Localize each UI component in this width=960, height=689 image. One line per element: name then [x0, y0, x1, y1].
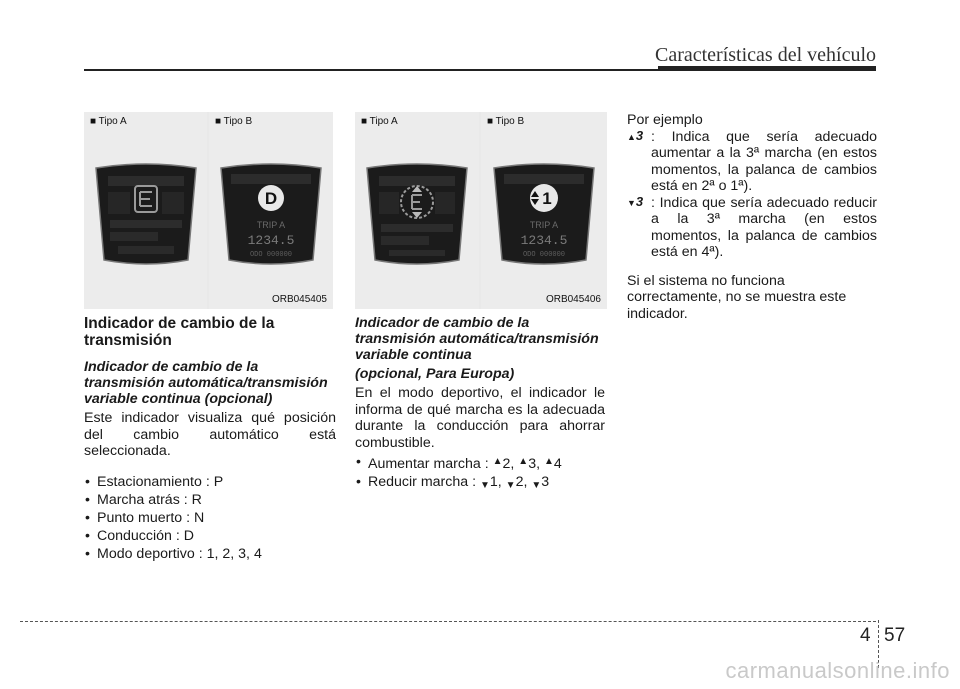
- gear-position-list: [84, 474, 336, 563]
- upshift-label: Aumentar marcha :: [368, 456, 489, 472]
- body-paragraph: En el modo deportivo, el indicador le informa de qué marcha es la adecuada durante la conducción para ahorrar combustible.: [355, 385, 605, 451]
- down-triangle-icon: ▼: [531, 480, 542, 491]
- section-heading: Indicador de cambio de la transmisión: [84, 315, 275, 349]
- cluster-display-illustration: [490, 162, 598, 270]
- example-upshift: [627, 129, 877, 195]
- trip-label: TRIP A: [529, 220, 559, 230]
- list-item: • Punto muerto : N: [84, 510, 336, 527]
- list-item-downshift: • Reducir marcha : ▼1, ▼2, ▼3: [355, 474, 605, 495]
- odo-small: ODO 000000: [522, 251, 566, 259]
- downshift-indicator-icon: ▼3: [627, 193, 644, 209]
- list-item-upshift: • Aumentar marcha : ▲2, ▲3, ▲4: [355, 454, 605, 473]
- list-item: • Estacionamiento : P: [84, 474, 336, 491]
- panel-label: ■ Tipo B: [215, 116, 253, 127]
- upshift-indicator-icon: ▲3: [627, 127, 644, 143]
- panel-tipo-b: [481, 112, 607, 309]
- list-item: • Marcha atrás : R: [84, 492, 336, 509]
- section-number: 4: [860, 625, 871, 646]
- gear-value: 3: [541, 474, 550, 490]
- figure-orb045406: [355, 112, 607, 309]
- up-triangle-icon: ▲: [492, 456, 503, 467]
- figure-orb045405: [84, 112, 333, 309]
- watermark: carmanualsonline.info: [725, 658, 950, 683]
- trip-label: TRIP A: [256, 220, 286, 230]
- up-triangle-icon: ▲: [543, 456, 554, 467]
- panel-tipo-a: [84, 112, 207, 309]
- header-rule-accent: [658, 66, 876, 71]
- gear-num: 3: [635, 127, 644, 143]
- subsection-heading-note: (opcional, Para Europa): [355, 366, 515, 382]
- figure-code: ORB045405: [271, 294, 327, 305]
- note-paragraph: Si el sistema no funciona correctamente, no se muestra este indicador.: [627, 272, 847, 322]
- example-text: : Indica que sería adecuado aumentar a la 3ª marcha (en estos momentos, la palanca de cambios está en 2ª o 1ª).: [651, 128, 877, 194]
- panel-tipo-b: [209, 112, 333, 309]
- panel-tipo-a: [355, 112, 479, 309]
- subsection-heading: Indicador de cambio de la transmisión automática/transmisión variable continua: [355, 315, 599, 363]
- gear-1-glyph: 1: [542, 189, 552, 208]
- column-2: [355, 315, 605, 496]
- cluster-display-illustration: [363, 162, 471, 270]
- gear-value: 2: [515, 474, 524, 490]
- odo-small: ODO 000000: [249, 251, 293, 259]
- column-1: [84, 315, 336, 564]
- panel-label: ■ Tipo B: [487, 116, 525, 127]
- panel-label: ■ Tipo A: [361, 116, 398, 127]
- down-triangle-icon: ▼: [505, 480, 516, 491]
- gear-value: 2: [502, 456, 511, 472]
- gear-num: 3: [635, 193, 644, 209]
- figure-code: ORB045406: [545, 294, 601, 305]
- subsection-heading: Indicador de cambio de la transmisión automática/transmisión variable continua (opcional): [84, 359, 328, 407]
- gear-value: 1: [489, 474, 498, 490]
- running-header-title: Características del vehículo: [654, 44, 876, 66]
- page-number: 57: [884, 625, 906, 646]
- column-3: [627, 112, 877, 322]
- cluster-display-illustration: [92, 162, 200, 270]
- example-text: : Indica que sería adecuado reducir a la 3ª marcha (en estos momentos, la palanca de cambios está en 4ª).: [651, 194, 877, 260]
- shift-indicator-list: [355, 454, 605, 495]
- gear-value: 3: [528, 456, 537, 472]
- list-item: • Conducción : D: [84, 528, 336, 545]
- footer-rule: [20, 621, 876, 622]
- odometer-value: 1234.5: [247, 233, 295, 248]
- downshift-label: Reducir marcha :: [368, 474, 477, 490]
- list-item: • Modo deportivo : 1, 2, 3, 4: [84, 546, 336, 563]
- up-triangle-icon: ▲: [518, 456, 529, 467]
- gear-value: 4: [553, 456, 562, 472]
- panel-label: ■ Tipo A: [90, 116, 127, 127]
- cluster-display-illustration: [217, 162, 325, 270]
- gear-d-glyph: D: [264, 189, 278, 208]
- example-downshift: [627, 195, 877, 261]
- body-paragraph: Este indicador visualiza qué posición del cambio automático está seleccionada.: [84, 410, 336, 459]
- odometer-value: 1234.5: [520, 233, 568, 248]
- example-intro: Por ejemplo: [627, 112, 703, 128]
- down-triangle-icon: ▼: [479, 480, 490, 491]
